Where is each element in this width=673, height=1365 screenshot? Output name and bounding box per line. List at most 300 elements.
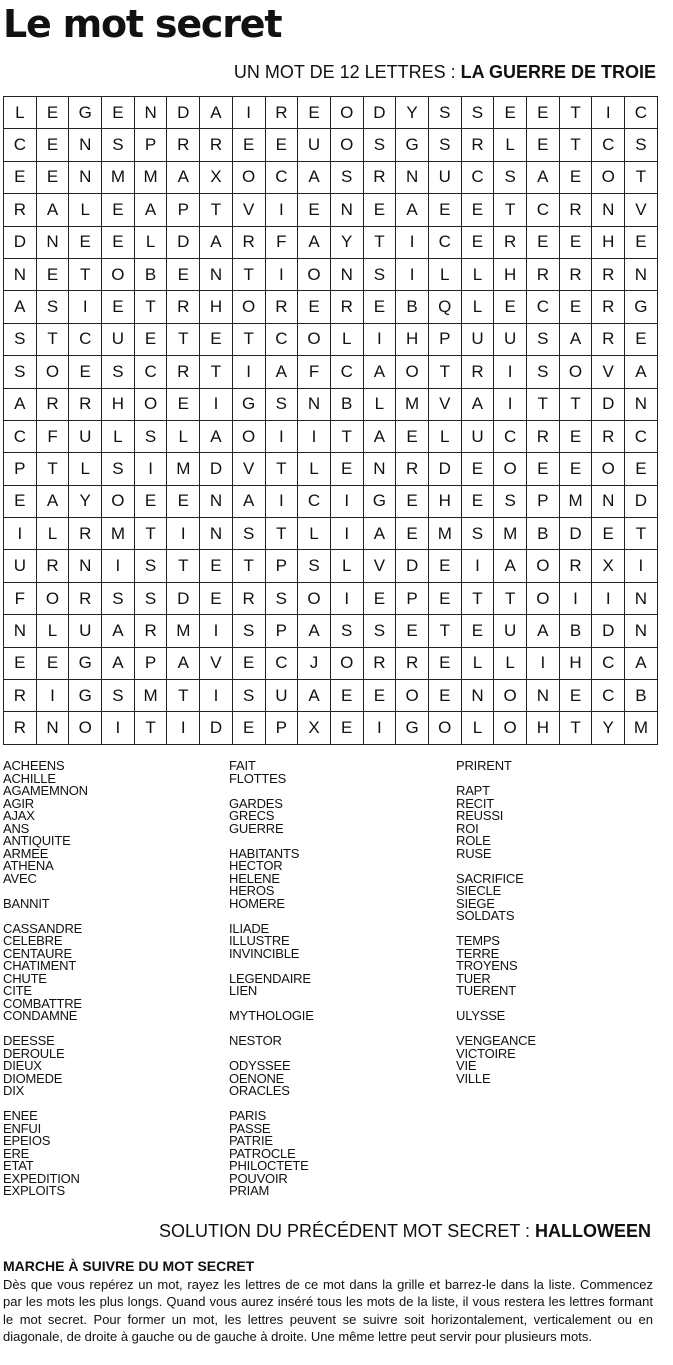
grid-cell[interactable]: E — [494, 291, 527, 323]
word-list-item[interactable]: HEROS — [229, 883, 275, 898]
word-list-item[interactable]: SOLDATS — [456, 908, 515, 923]
word-list-item[interactable]: EPEIOS — [3, 1133, 51, 1148]
grid-cell[interactable]: H — [592, 226, 625, 258]
grid-cell[interactable]: O — [494, 680, 527, 712]
grid-cell[interactable]: O — [232, 291, 265, 323]
grid-cell[interactable]: S — [232, 680, 265, 712]
word-list-item[interactable]: TUERENT — [456, 983, 516, 998]
grid-cell[interactable]: O — [527, 582, 560, 614]
grid-cell[interactable]: V — [592, 356, 625, 388]
grid-cell[interactable]: R — [363, 647, 396, 679]
grid-cell[interactable]: M — [428, 518, 461, 550]
grid-cell[interactable]: G — [363, 485, 396, 517]
word-list-item[interactable]: DEROULE — [3, 1045, 65, 1061]
grid-cell[interactable]: E — [102, 194, 135, 226]
word-list-item[interactable]: ROLE — [456, 833, 491, 848]
grid-cell[interactable]: A — [461, 388, 494, 420]
grid-cell[interactable]: O — [330, 647, 363, 679]
grid-cell[interactable]: S — [4, 356, 37, 388]
word-list-item[interactable]: DIEUX — [3, 1058, 42, 1073]
grid-cell[interactable]: I — [200, 680, 233, 712]
word-list-item[interactable]: CELEBRE — [3, 933, 63, 948]
grid-cell[interactable]: Q — [428, 291, 461, 323]
grid-cell[interactable]: J — [298, 647, 331, 679]
grid-cell[interactable]: O — [527, 550, 560, 582]
grid-cell[interactable]: N — [69, 161, 102, 193]
grid-cell[interactable]: E — [396, 615, 429, 647]
word-list-item[interactable]: PRIAM — [229, 1183, 270, 1198]
grid-cell[interactable]: U — [265, 680, 298, 712]
grid-cell[interactable]: U — [69, 420, 102, 452]
word-list-item[interactable]: MYTHOLOGIE — [229, 1008, 314, 1023]
grid-cell[interactable]: R — [363, 161, 396, 193]
grid-cell[interactable]: P — [265, 615, 298, 647]
word-list-item[interactable]: LEGENDAIRE — [229, 970, 311, 986]
grid-cell[interactable]: E — [559, 453, 592, 485]
grid-cell[interactable]: A — [134, 194, 167, 226]
grid-cell[interactable]: S — [102, 129, 135, 161]
word-list-item[interactable]: BANNIT — [3, 895, 50, 911]
grid-cell[interactable]: L — [330, 550, 363, 582]
grid-cell[interactable]: R — [461, 129, 494, 161]
word-list-item[interactable]: TROYENS — [456, 958, 518, 973]
grid-cell[interactable]: N — [592, 485, 625, 517]
grid-cell[interactable]: R — [330, 291, 363, 323]
grid-cell[interactable]: C — [592, 680, 625, 712]
grid-cell[interactable]: E — [4, 647, 37, 679]
grid-cell[interactable]: C — [527, 291, 560, 323]
grid-cell[interactable]: T — [559, 712, 592, 744]
grid-cell[interactable]: S — [298, 550, 331, 582]
grid-cell[interactable]: R — [592, 323, 625, 355]
grid-cell[interactable]: R — [494, 226, 527, 258]
grid-cell[interactable]: T — [167, 323, 200, 355]
grid-cell[interactable]: C — [527, 194, 560, 226]
grid-cell[interactable]: B — [559, 615, 592, 647]
grid-cell[interactable]: C — [265, 647, 298, 679]
word-list-item[interactable]: NESTOR — [229, 1033, 282, 1048]
grid-cell[interactable]: L — [461, 258, 494, 290]
grid-cell[interactable]: E — [363, 582, 396, 614]
grid-cell[interactable]: L — [428, 420, 461, 452]
word-list-item[interactable]: GARDES — [229, 795, 283, 811]
grid-cell[interactable]: I — [232, 97, 265, 129]
grid-cell[interactable]: N — [363, 453, 396, 485]
grid-cell[interactable]: V — [200, 647, 233, 679]
grid-cell[interactable]: E — [559, 680, 592, 712]
grid-cell[interactable]: L — [102, 420, 135, 452]
grid-cell[interactable]: A — [4, 388, 37, 420]
grid-cell[interactable]: U — [298, 129, 331, 161]
grid-cell[interactable]: C — [592, 647, 625, 679]
grid-cell[interactable]: H — [494, 258, 527, 290]
grid-cell[interactable]: N — [4, 615, 37, 647]
grid-cell[interactable]: D — [592, 388, 625, 420]
word-list-item[interactable]: PATROCLE — [229, 1145, 296, 1161]
grid-cell[interactable]: I — [330, 582, 363, 614]
grid-cell[interactable]: O — [69, 712, 102, 744]
grid-cell[interactable]: Y — [592, 712, 625, 744]
grid-cell[interactable]: L — [36, 518, 69, 550]
grid-cell[interactable]: S — [102, 356, 135, 388]
grid-cell[interactable]: C — [69, 323, 102, 355]
grid-cell[interactable]: L — [461, 712, 494, 744]
word-list-item[interactable]: TUER — [456, 970, 491, 986]
grid-cell[interactable]: E — [461, 194, 494, 226]
grid-cell[interactable]: M — [102, 518, 135, 550]
grid-cell[interactable]: L — [330, 323, 363, 355]
grid-cell[interactable]: P — [265, 712, 298, 744]
grid-cell[interactable]: S — [134, 420, 167, 452]
word-list-item[interactable]: VILLE — [456, 1070, 491, 1086]
grid-cell[interactable]: D — [4, 226, 37, 258]
word-list-item[interactable]: VENGEANCE — [456, 1033, 536, 1048]
grid-cell[interactable]: E — [167, 485, 200, 517]
grid-cell[interactable]: E — [298, 291, 331, 323]
grid-cell[interactable]: U — [461, 420, 494, 452]
grid-cell[interactable]: S — [134, 550, 167, 582]
grid-cell[interactable]: R — [396, 453, 429, 485]
word-list-item[interactable]: AJAX — [3, 808, 35, 823]
grid-cell[interactable]: A — [298, 226, 331, 258]
word-list-item[interactable]: LIEN — [229, 983, 258, 998]
grid-cell[interactable]: P — [428, 323, 461, 355]
grid-cell[interactable]: B — [625, 680, 658, 712]
grid-cell[interactable]: O — [232, 420, 265, 452]
grid-cell[interactable]: R — [232, 582, 265, 614]
word-list-item[interactable]: CITE — [3, 983, 32, 998]
word-list-item[interactable]: AGAMEMNON — [3, 783, 88, 798]
grid-cell[interactable]: S — [363, 129, 396, 161]
word-list-item[interactable]: TEMPS — [456, 933, 500, 948]
grid-cell[interactable]: N — [625, 582, 658, 614]
grid-cell[interactable]: E — [69, 226, 102, 258]
grid-cell[interactable]: C — [298, 485, 331, 517]
word-list-item[interactable]: ENFUI — [3, 1120, 42, 1136]
word-list-item[interactable]: OENONE — [229, 1070, 285, 1086]
grid-cell[interactable]: O — [102, 485, 135, 517]
grid-cell[interactable]: N — [330, 194, 363, 226]
grid-cell[interactable]: E — [134, 323, 167, 355]
word-list-item[interactable]: HOMERE — [229, 895, 285, 911]
grid-cell[interactable]: E — [559, 291, 592, 323]
word-list-item[interactable]: FLOTTES — [229, 770, 287, 786]
grid-cell[interactable]: S — [527, 356, 560, 388]
grid-cell[interactable]: B — [396, 291, 429, 323]
grid-cell[interactable]: E — [363, 194, 396, 226]
grid-cell[interactable]: N — [298, 388, 331, 420]
grid-cell[interactable]: E — [428, 647, 461, 679]
grid-cell[interactable]: P — [265, 550, 298, 582]
grid-cell[interactable]: S — [232, 615, 265, 647]
word-list-item[interactable]: ACHEENS — [3, 758, 65, 773]
word-list-item[interactable]: VIE — [456, 1058, 477, 1073]
grid-cell[interactable]: I — [232, 356, 265, 388]
grid-cell[interactable]: C — [134, 356, 167, 388]
grid-cell[interactable]: S — [461, 518, 494, 550]
grid-cell[interactable]: I — [200, 388, 233, 420]
grid-cell[interactable]: H — [200, 291, 233, 323]
grid-cell[interactable]: I — [592, 582, 625, 614]
grid-cell[interactable]: T — [494, 194, 527, 226]
grid-cell[interactable]: P — [396, 582, 429, 614]
word-list-item[interactable]: EXPEDITION — [3, 1170, 80, 1186]
grid-cell[interactable]: R — [559, 194, 592, 226]
grid-cell[interactable]: O — [592, 161, 625, 193]
grid-cell[interactable]: P — [134, 647, 167, 679]
grid-cell[interactable]: T — [232, 550, 265, 582]
grid-cell[interactable]: E — [363, 291, 396, 323]
grid-cell[interactable]: Y — [396, 97, 429, 129]
grid-cell[interactable]: I — [330, 485, 363, 517]
grid-cell[interactable]: B — [330, 388, 363, 420]
grid-cell[interactable]: E — [527, 226, 560, 258]
grid-cell[interactable]: L — [428, 258, 461, 290]
grid-cell[interactable]: E — [428, 582, 461, 614]
grid-cell[interactable]: L — [167, 420, 200, 452]
grid-cell[interactable]: X — [298, 712, 331, 744]
grid-cell[interactable]: C — [265, 161, 298, 193]
grid-cell[interactable]: R — [167, 356, 200, 388]
grid-cell[interactable]: R — [559, 550, 592, 582]
word-list-item[interactable]: RECIT — [456, 795, 495, 811]
word-list-item[interactable]: CHUTE — [3, 970, 47, 986]
grid-cell[interactable]: D — [396, 550, 429, 582]
word-list-item[interactable]: CASSANDRE — [3, 920, 83, 936]
grid-cell[interactable]: I — [461, 550, 494, 582]
grid-cell[interactable]: A — [36, 194, 69, 226]
grid-cell[interactable]: T — [167, 550, 200, 582]
word-list-item[interactable]: SIECLE — [456, 883, 502, 898]
grid-cell[interactable]: T — [265, 453, 298, 485]
grid-cell[interactable]: E — [559, 161, 592, 193]
grid-cell[interactable]: N — [69, 550, 102, 582]
grid-cell[interactable]: E — [428, 680, 461, 712]
grid-cell[interactable]: T — [36, 323, 69, 355]
grid-cell[interactable]: R — [36, 388, 69, 420]
grid-cell[interactable]: V — [232, 453, 265, 485]
grid-cell[interactable]: N — [527, 680, 560, 712]
grid-cell[interactable]: V — [232, 194, 265, 226]
word-list-item[interactable]: ULYSSE — [456, 1008, 506, 1023]
grid-cell[interactable]: N — [200, 258, 233, 290]
grid-cell[interactable]: T — [167, 680, 200, 712]
grid-cell[interactable]: V — [363, 550, 396, 582]
grid-cell[interactable]: I — [167, 712, 200, 744]
grid-cell[interactable]: R — [134, 615, 167, 647]
grid-cell[interactable]: G — [396, 129, 429, 161]
word-list-item[interactable]: ROI — [456, 820, 479, 836]
grid-cell[interactable]: O — [36, 356, 69, 388]
grid-cell[interactable]: G — [232, 388, 265, 420]
word-list-item[interactable]: CENTAURE — [3, 945, 72, 961]
grid-cell[interactable]: H — [527, 712, 560, 744]
grid-cell[interactable]: O — [102, 258, 135, 290]
grid-cell[interactable]: M — [167, 615, 200, 647]
grid-cell[interactable]: E — [200, 323, 233, 355]
grid-cell[interactable]: S — [363, 615, 396, 647]
word-list-item[interactable]: INVINCIBLE — [229, 945, 300, 961]
word-list-item[interactable]: CHATIMENT — [3, 958, 77, 973]
word-list-item[interactable]: DIOMEDE — [3, 1070, 63, 1086]
grid-cell[interactable]: E — [494, 97, 527, 129]
grid-cell[interactable]: F — [298, 356, 331, 388]
grid-cell[interactable]: E — [363, 680, 396, 712]
grid-cell[interactable]: I — [363, 323, 396, 355]
grid-cell[interactable]: S — [330, 615, 363, 647]
grid-cell[interactable]: R — [592, 420, 625, 452]
grid-cell[interactable]: R — [265, 291, 298, 323]
word-list-item[interactable]: ARMEE — [3, 845, 49, 861]
grid-cell[interactable]: I — [134, 453, 167, 485]
grid-cell[interactable]: A — [396, 194, 429, 226]
grid-cell[interactable]: U — [494, 615, 527, 647]
grid-cell[interactable]: E — [200, 550, 233, 582]
grid-cell[interactable]: N — [592, 194, 625, 226]
grid-cell[interactable]: R — [592, 291, 625, 323]
grid-cell[interactable]: A — [102, 647, 135, 679]
grid-cell[interactable]: I — [396, 258, 429, 290]
grid-cell[interactable]: D — [200, 712, 233, 744]
grid-cell[interactable]: L — [69, 194, 102, 226]
grid-cell[interactable]: L — [134, 226, 167, 258]
word-list-item[interactable]: ILIADE — [229, 920, 269, 936]
word-list-item[interactable]: PASSE — [229, 1120, 271, 1136]
grid-cell[interactable]: T — [265, 518, 298, 550]
word-list-item[interactable]: SACRIFICE — [456, 870, 524, 886]
grid-cell[interactable]: T — [232, 323, 265, 355]
grid-cell[interactable]: M — [134, 680, 167, 712]
grid-cell[interactable]: I — [102, 550, 135, 582]
grid-cell[interactable]: G — [69, 680, 102, 712]
grid-cell[interactable]: B — [527, 518, 560, 550]
grid-cell[interactable]: B — [134, 258, 167, 290]
grid-cell[interactable]: E — [298, 97, 331, 129]
word-list-item[interactable]: PRIRENT — [456, 758, 512, 773]
grid-cell[interactable]: F — [4, 582, 37, 614]
grid-cell[interactable]: T — [625, 161, 658, 193]
grid-cell[interactable]: C — [625, 420, 658, 452]
grid-cell[interactable]: E — [592, 518, 625, 550]
grid-cell[interactable]: E — [527, 129, 560, 161]
grid-cell[interactable]: T — [36, 453, 69, 485]
grid-cell[interactable]: E — [36, 258, 69, 290]
grid-cell[interactable]: S — [102, 680, 135, 712]
grid-cell[interactable]: E — [36, 129, 69, 161]
grid-cell[interactable]: R — [527, 420, 560, 452]
grid-cell[interactable]: N — [625, 258, 658, 290]
word-list-item[interactable]: ANTIQUITE — [3, 833, 71, 848]
grid-cell[interactable]: E — [396, 485, 429, 517]
grid-cell[interactable]: L — [461, 291, 494, 323]
grid-cell[interactable]: E — [330, 712, 363, 744]
grid-cell[interactable]: D — [592, 615, 625, 647]
word-list-item[interactable]: FAIT — [229, 758, 256, 773]
grid-cell[interactable]: R — [232, 226, 265, 258]
grid-cell[interactable]: E — [134, 485, 167, 517]
grid-cell[interactable]: H — [428, 485, 461, 517]
grid-cell[interactable]: A — [167, 647, 200, 679]
grid-cell[interactable]: D — [200, 453, 233, 485]
grid-cell[interactable]: G — [396, 712, 429, 744]
word-list-item[interactable]: AGIR — [3, 795, 34, 811]
grid-cell[interactable]: F — [265, 226, 298, 258]
grid-cell[interactable]: E — [527, 453, 560, 485]
grid-cell[interactable]: I — [592, 97, 625, 129]
word-list-item[interactable]: HELENE — [229, 870, 280, 886]
grid-cell[interactable]: T — [461, 582, 494, 614]
grid-cell[interactable]: E — [396, 518, 429, 550]
grid-cell[interactable]: L — [494, 647, 527, 679]
word-list-item[interactable]: POUVOIR — [229, 1170, 288, 1186]
word-list-item[interactable]: ETAT — [3, 1158, 34, 1173]
grid-cell[interactable]: M — [396, 388, 429, 420]
grid-cell[interactable]: M — [625, 712, 658, 744]
word-list-item[interactable]: AVEC — [3, 870, 37, 886]
word-list-item[interactable]: RAPT — [456, 783, 490, 798]
grid-cell[interactable]: A — [298, 615, 331, 647]
grid-cell[interactable]: P — [167, 194, 200, 226]
grid-cell[interactable]: I — [527, 647, 560, 679]
grid-cell[interactable]: F — [36, 420, 69, 452]
grid-cell[interactable]: I — [298, 420, 331, 452]
grid-cell[interactable]: O — [494, 712, 527, 744]
word-list-item[interactable]: COMBATTRE — [3, 995, 82, 1011]
grid-cell[interactable]: E — [69, 356, 102, 388]
grid-cell[interactable]: E — [330, 680, 363, 712]
grid-cell[interactable]: I — [265, 485, 298, 517]
grid-cell[interactable]: R — [559, 258, 592, 290]
grid-cell[interactable]: E — [396, 420, 429, 452]
grid-cell[interactable]: A — [363, 356, 396, 388]
grid-cell[interactable]: N — [36, 226, 69, 258]
grid-cell[interactable]: S — [102, 582, 135, 614]
grid-cell[interactable]: E — [102, 97, 135, 129]
grid-cell[interactable]: U — [4, 550, 37, 582]
grid-cell[interactable]: S — [4, 323, 37, 355]
grid-cell[interactable]: M — [134, 161, 167, 193]
grid-cell[interactable]: C — [428, 226, 461, 258]
grid-cell[interactable]: D — [363, 97, 396, 129]
grid-cell[interactable]: H — [102, 388, 135, 420]
word-list-item[interactable]: TERRE — [456, 945, 500, 961]
grid-cell[interactable]: E — [461, 485, 494, 517]
grid-cell[interactable]: N — [625, 388, 658, 420]
grid-cell[interactable]: E — [625, 453, 658, 485]
grid-cell[interactable]: I — [559, 582, 592, 614]
grid-cell[interactable]: S — [527, 323, 560, 355]
word-list-item[interactable]: HABITANTS — [229, 845, 300, 861]
grid-cell[interactable]: I — [69, 291, 102, 323]
grid-cell[interactable]: E — [461, 615, 494, 647]
grid-cell[interactable]: R — [69, 582, 102, 614]
word-list-item[interactable]: PATRIE — [229, 1133, 273, 1148]
grid-cell[interactable]: E — [527, 97, 560, 129]
word-list-item[interactable]: ILLUSTRE — [229, 933, 290, 948]
grid-cell[interactable]: S — [232, 518, 265, 550]
grid-cell[interactable]: E — [232, 712, 265, 744]
word-list-item[interactable]: SIEGE — [456, 895, 495, 911]
grid-cell[interactable]: U — [102, 323, 135, 355]
grid-cell[interactable]: N — [625, 615, 658, 647]
grid-cell[interactable]: T — [330, 420, 363, 452]
grid-cell[interactable]: U — [461, 323, 494, 355]
grid-cell[interactable]: O — [134, 388, 167, 420]
grid-cell[interactable]: I — [265, 194, 298, 226]
grid-cell[interactable]: I — [494, 388, 527, 420]
grid-cell[interactable]: E — [559, 226, 592, 258]
grid-cell[interactable]: G — [625, 291, 658, 323]
